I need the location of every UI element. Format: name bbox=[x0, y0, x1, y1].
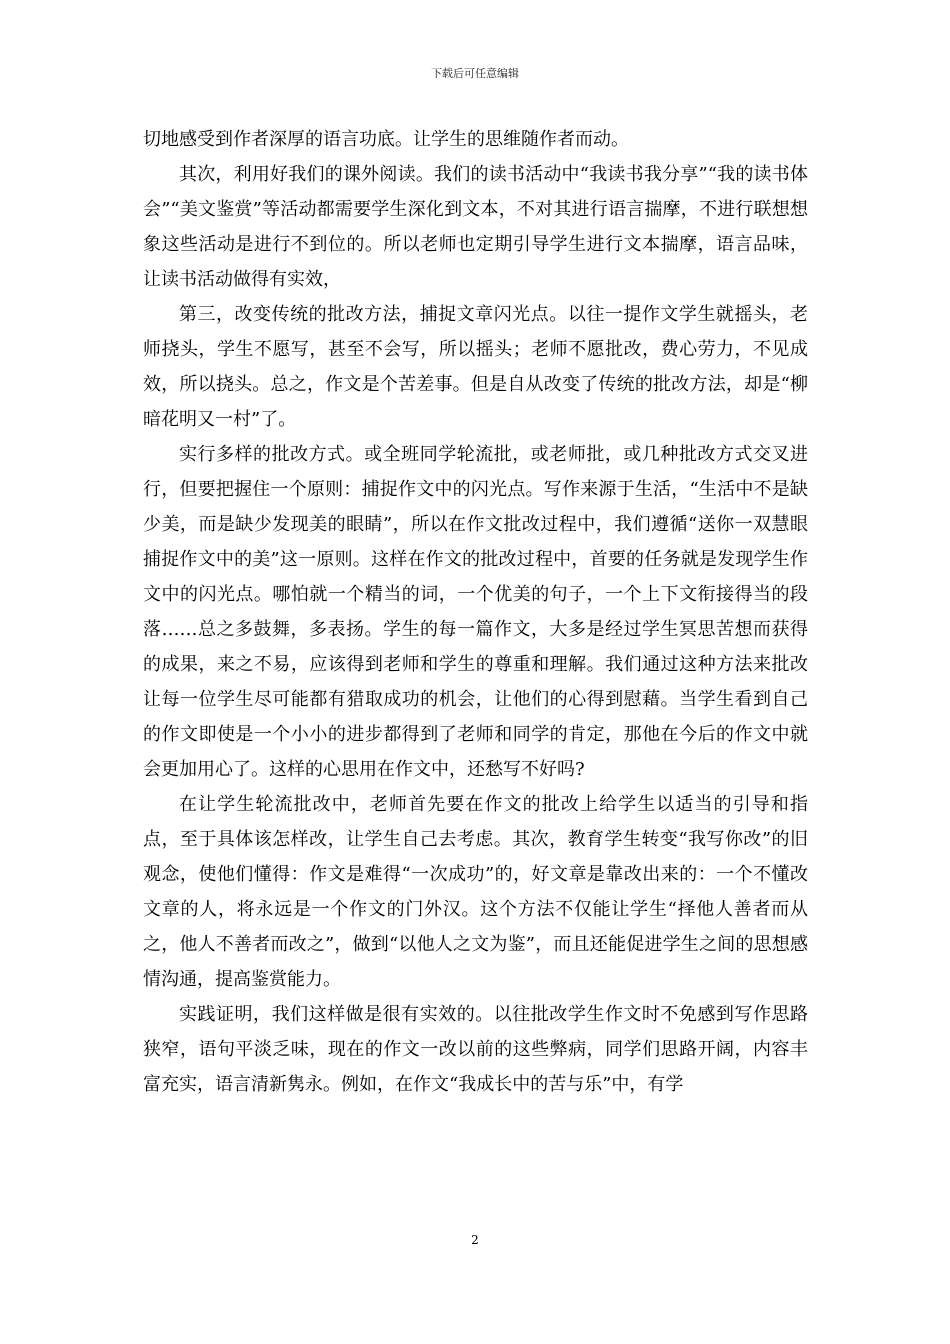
page-number: 2 bbox=[471, 1233, 479, 1247]
page-header: 下载后可任意编辑 bbox=[431, 67, 519, 80]
paragraph-continuation: 切地感受到作者深厚的语言功底。让学生的思维随作者而动。 bbox=[143, 129, 629, 150]
paragraph-change-correction-method: 第三，改变传统的批改方法，捕捉文章闪光点。以往一提作文学生就摇头，老师挠头，学生不愿写，甚至不会写，所以摇头；老师不愿批改，费心劳力，不见成效，所以挠头。总之，作文是个苦差事。但是自从改变了传统的批改方法，却是“柳暗花明又一村”了。 bbox=[143, 304, 808, 430]
paragraph-diverse-correction: 实行多样的批改方式。或全班同学轮流批，或老师批，或几种批改方式交叉进行，但要把握住一个原则：捕捉作文中的闪光点。写作来源于生活，“生活中不是缺少美，而是缺少发现美的眼睛”，所以在作文批改过程中，我们遵循“送你一双慧眼捕捉作文中的美”这一原则。这样在作文的批改过程中，首要的任务就是发现学生作文中的闪光点。哪怕就一个精当的词，一个优美的句子，一个上下文衔接得当的段落……总之多鼓舞，多表扬。学生的每一篇作文，大多是经过学生冥思苦想而获得的成果，来之不易，应该得到老师和学生的尊重和理解。我们通过这种方法来批改让每一位学生尽可能都有猎取成功的机会，让他们的心得到慰藉。当学生看到自己的作文即使是一个小小的进步都得到了老师和同学的肯定，那他在今后的作文中就会更加用心了。这样的心思用在作文中，还愁写不好吗? bbox=[143, 444, 808, 780]
paragraph-practice-proof: 实践证明，我们这样做是很有实效的。以往批改学生作文时不免感到写作思路狭窄，语句平淡乏味，现在的作文一改以前的这些弊病，同学们思路开阔，内容丰富充实，语言清新隽永。例如，在作文“我成长中的苦与乐”中，有学 bbox=[143, 1004, 808, 1095]
document-body bbox=[143, 122, 808, 1102]
paragraph-peer-correction: 在让学生轮流批改中，老师首先要在作文的批改上给学生以适当的引导和指点，至于具体该怎样改，让学生自己去考虑。其次，教育学生转变“我写你改”的旧观念，使他们懂得：作文是难得“一次成功”的，好文章是靠改出来的：一个不懂改文章的人，将永远是一个作文的门外汉。这个方法不仅能让学生“择他人善者而从之，他人不善者而改之”，做到“以他人之文为鉴”，而且还能促进学生之间的思想感情沟通，提高鉴赏能力。 bbox=[143, 794, 808, 990]
paragraph-extracurricular-reading: 其次，利用好我们的课外阅读。我们的读书活动中“我读书我分享”“我的读书体会”“美文鉴赏”等活动都需要学生深化到文本，不对其进行语言揣摩，不进行联想想象这些活动是进行不到位的。所以老师也定期引导学生进行文本揣摩，语言品味，让读书活动做得有实效， bbox=[143, 164, 808, 290]
